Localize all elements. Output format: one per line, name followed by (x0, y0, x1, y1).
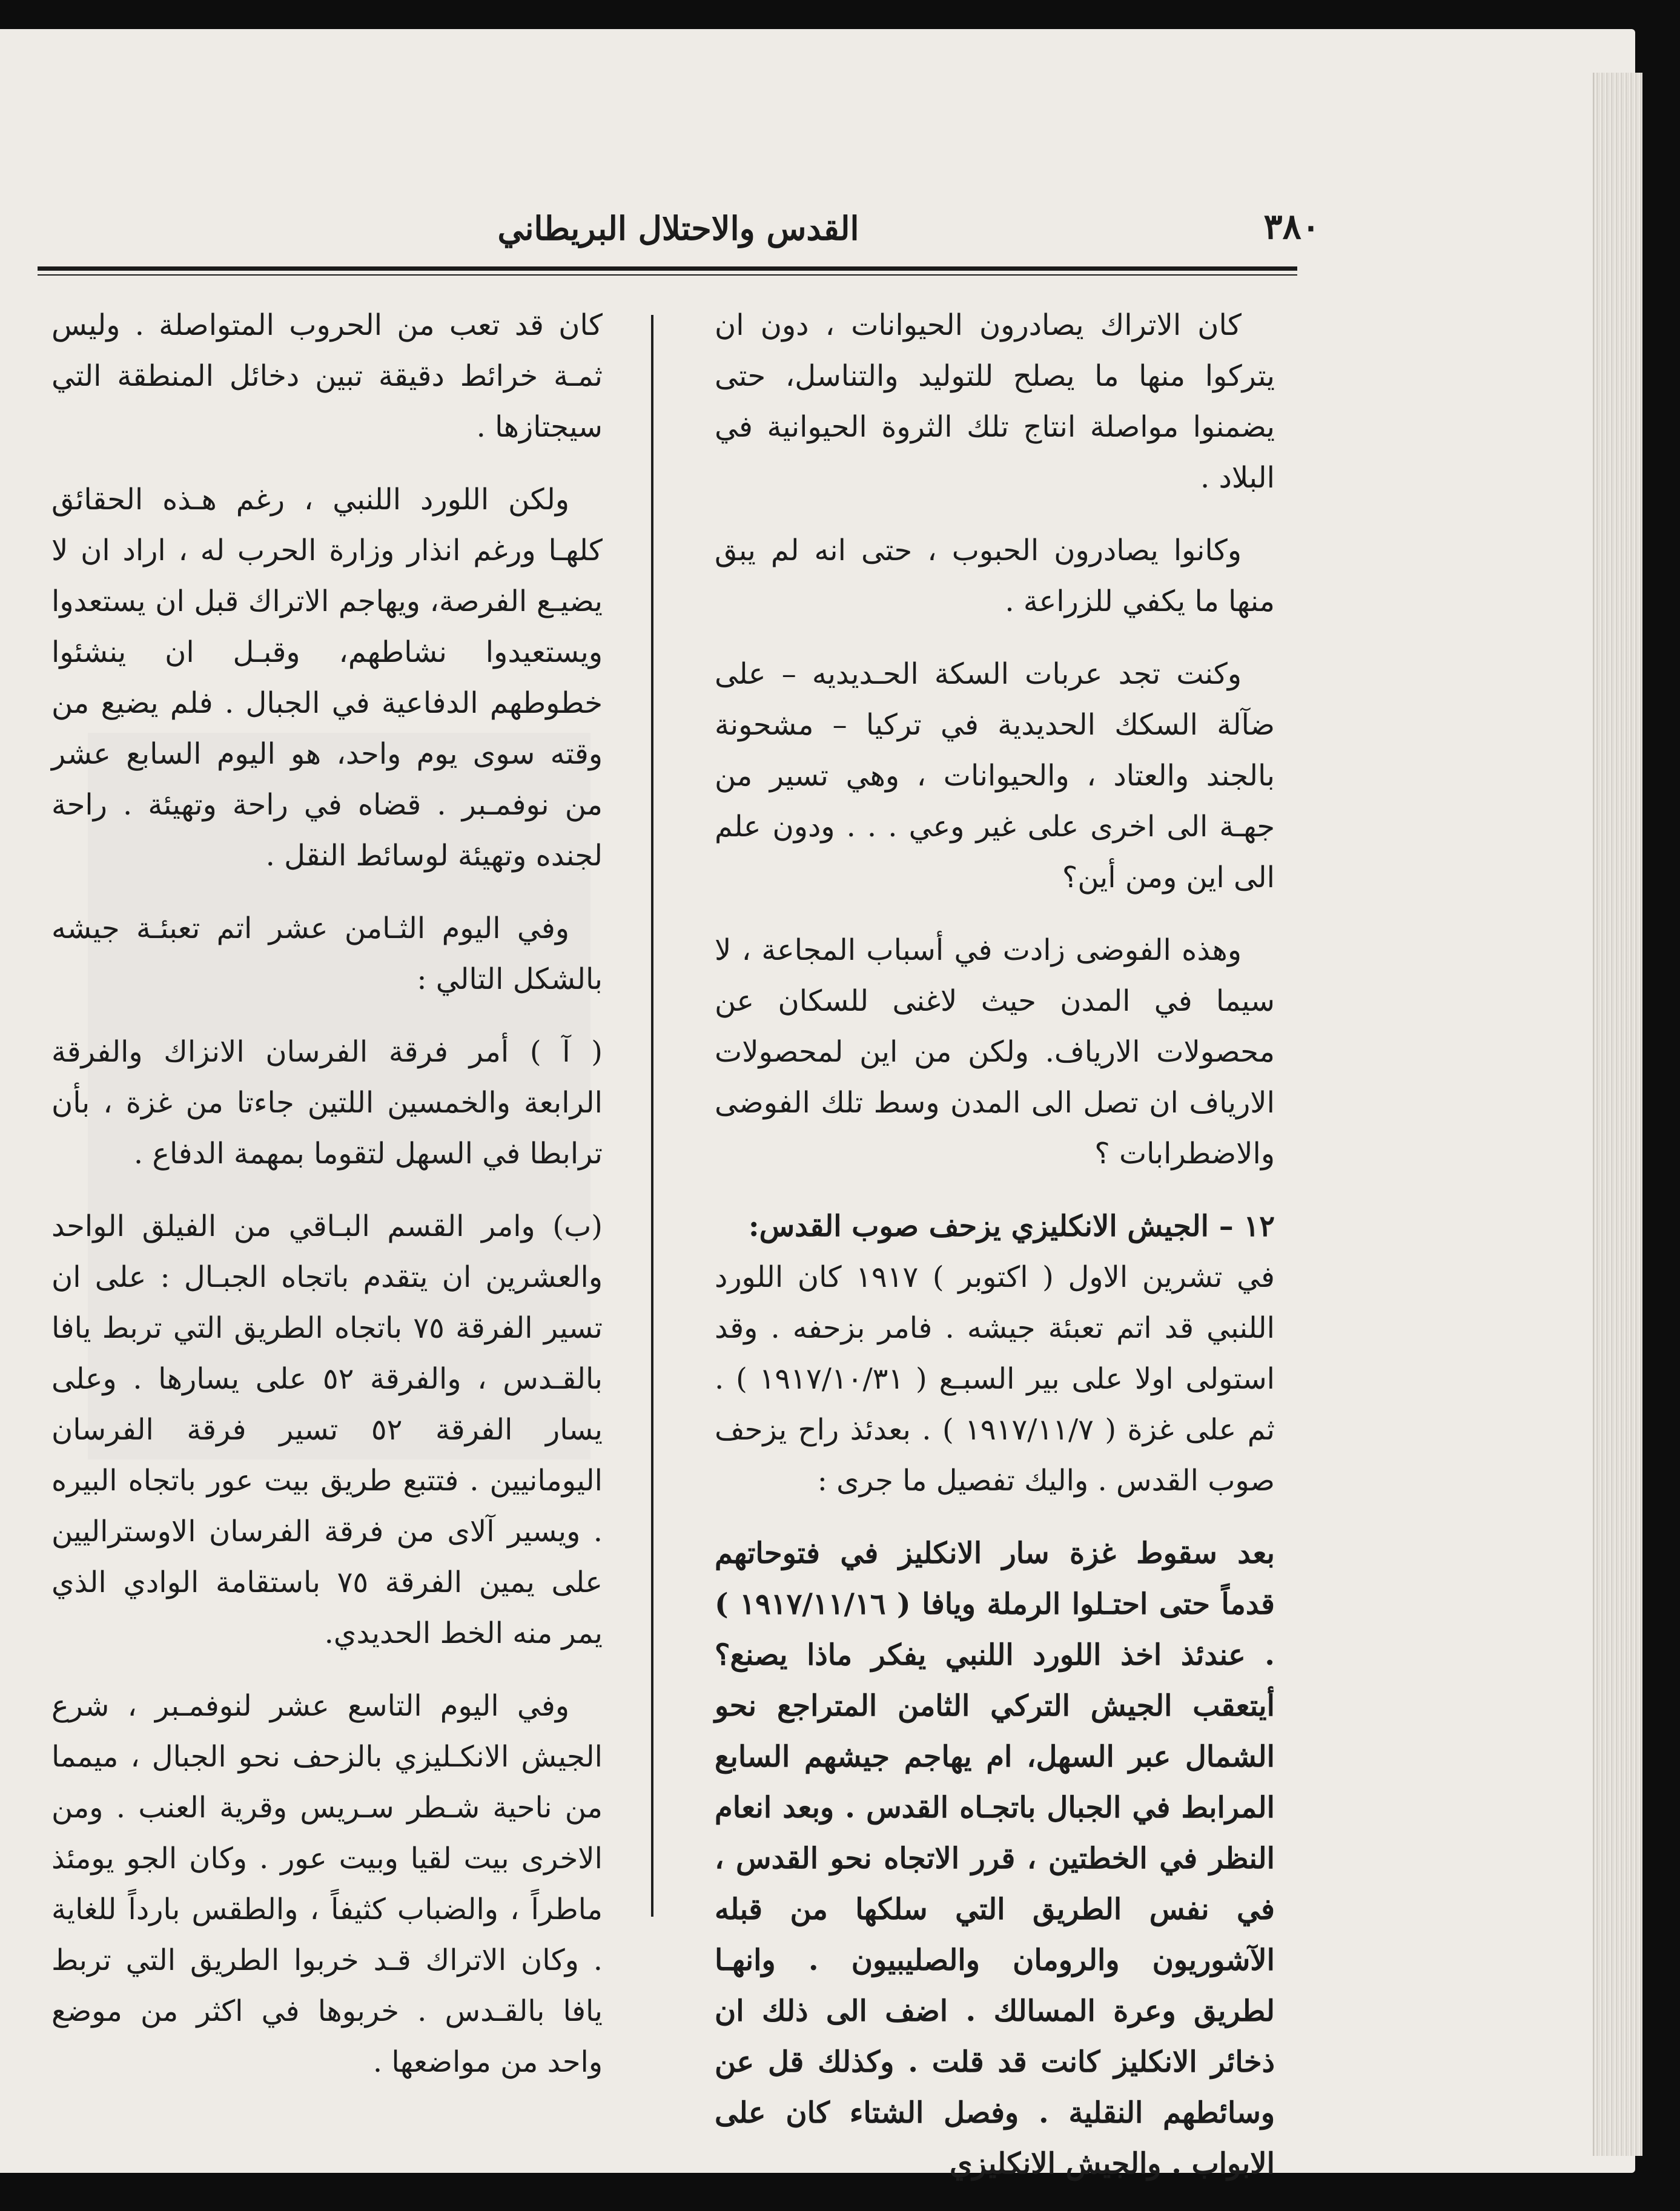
list-item-a: ( آ ) أمر فرقة الفرسان الانزاك والفرقة الرابعة والخمسين اللتين جاءتا من غزة ، بأن ترابطا في السهل لتقوما بمهمة الدفاع . (51, 1035, 603, 1171)
column-divider (651, 315, 653, 1917)
paragraph: وفي اليوم الثـامن عشر اتم تعبئـة جيشه بالشكل التالي : (51, 911, 603, 996)
left-text-column (51, 300, 603, 2109)
page-stack-edge (1593, 73, 1642, 2156)
paragraph: بعد سقوط غزة سار الانكليز في فتوحاتهم قدماً حتى احتـلوا الرملة ويافا ( ١٩١٧/١١/١٦ ) . عندئذ اخذ اللورد اللنبي يفكر ماذا يصنع؟ أيتعقب الجيش التركي الثامن المتراجع نحو الشمال عبر السهل، ام يهاجم جيشهم السابع المرابط في الجبال باتجـاه القدس . وبعد انعام النظر في الخطتين ، قرر الاتجاه نحو القدس ، في نفس الطريق التي سلكها من قبله الآشوريون والرومان والصليبيون . وانهـا لطريق وعرة المسالك . اضف الى ذلك ان ذخائر الانكليز كانت قد قلت . وكذلك قل عن وسائطهم النقلية . وفصل الشتاء كان على الابواب . والجيش الانكليزي (715, 1536, 1275, 2181)
paragraph: وكنت تجد عربات السكة الحـديديه – على ضآلة السكك الحديدية في تركيا – مشحونة بالجند والعتاد ، والحيوانات ، وهي تسير من جهـة الى اخرى على غير وعي . . . ودون علم الى اين ومن أين؟ (715, 657, 1275, 894)
paragraph: وكانوا يصادرون الحبوب ، حتى انه لم يبق منها ما يكفي للزراعة . (715, 534, 1275, 618)
paragraph: كان الاتراك يصادرون الحيوانات ، دون ان يتركوا منها ما يصلح للتوليد والتناسل، حتى يضمنوا مواصلة انتاج تلك الثروة الحيوانية في البلاد . (715, 308, 1275, 495)
paragraph: وهذه الفوضى زادت في أسباب المجاعة ، لا سيما في المدن حيث لاغنى للسكان عن محصولات الارياف. ولكن من اين لمحصولات الارياف ان تصل الى المدن وسط تلك الفوضى والاضطرابات ؟ (715, 933, 1275, 1171)
list-item-b: (ب) وامر القسم البـاقي من الفيلق الواحد والعشرين ان يتقدم باتجاه الجبـال : على ان تسير الفرقة ٧٥ باتجاه الطريق التي تربط يافا بالقـدس ، والفرقة ٥٢ على يسارها . وعلى يسار الفرقة ٥٢ تسير فرقة الفرسان اليومانيين . فتتبع طريق بيت عور باتجاه البيره . ويسير آلاى من فرقة الفرسان الاوستراليين على يمين الفرقة ٧٥ باستقامة الوادي الذي يمر منه الخط الحديدي. (51, 1209, 603, 1650)
header-rule-thin (38, 274, 1297, 276)
paragraph: ولكن اللورد اللنبي ، رغم هـذه الحقائق كلهـا ورغم انذار وزارة الحرب له ، اراد ان لا يضيـع الفرصة، ويهاجم الاتراك قبل ان يستعدوا ويستعيدوا نشاطهم، وقبـل ان ينشئوا خطوطهم الدفاعية في الجبال . فلم يضيع من وقته سوى يوم واحد، هو اليوم السابع عشر من نوفمـبر . قضاه في راحة وتهيئة . راحة لجنده وتهيئة لوسائط النقل . (51, 483, 603, 873)
running-header-title: القدس والاحتلال البريطاني (497, 209, 859, 248)
paragraph: كان قد تعب من الحروب المتواصلة . وليس ثمـة خرائط دقيقة تبين دخائل المنطقة التي سيجتازها . (51, 308, 603, 444)
right-text-column (715, 300, 1275, 2211)
paragraph: وفي اليوم التاسع عشر لنوفمـبر ، شرع الجيش الانكـليزي بالزحف نحو الجبال ، ميمما من ناحية شـطر سـريس وقرية العنب . ومن الاخرى بيت لقيا وبيت عور . وكان الجو يومئذ ماطراً ، والضباب كثيفاً ، والطقس بارداً للغاية . وكان الاتراك قـد خربوا الطريق التي تربط يافا بالقـدس . خربوها في اكثر من موضع واحد من مواضعها . (51, 1689, 603, 2079)
page-number: ٣٨٠ (1263, 206, 1320, 247)
paragraph: في تشرين الاول ( اكتوبر ) ١٩١٧ كان اللورد اللنبي قد اتم تعبئة جيشه . فامر بزحفه . وقد استولى اولا على بير السبـع ( ١٩١٧/١٠/٣١ ) . ثم على غزة ( ١٩١٧/١١/٧ ) . بعدئذ راح يزحف صوب القدس . واليك تفصيل ما جرى : (715, 1260, 1275, 1498)
header-rule (38, 266, 1297, 271)
section-heading: ١٢ – الجيش الانكليزي يزحف صوب القدس: (748, 1209, 1275, 1243)
